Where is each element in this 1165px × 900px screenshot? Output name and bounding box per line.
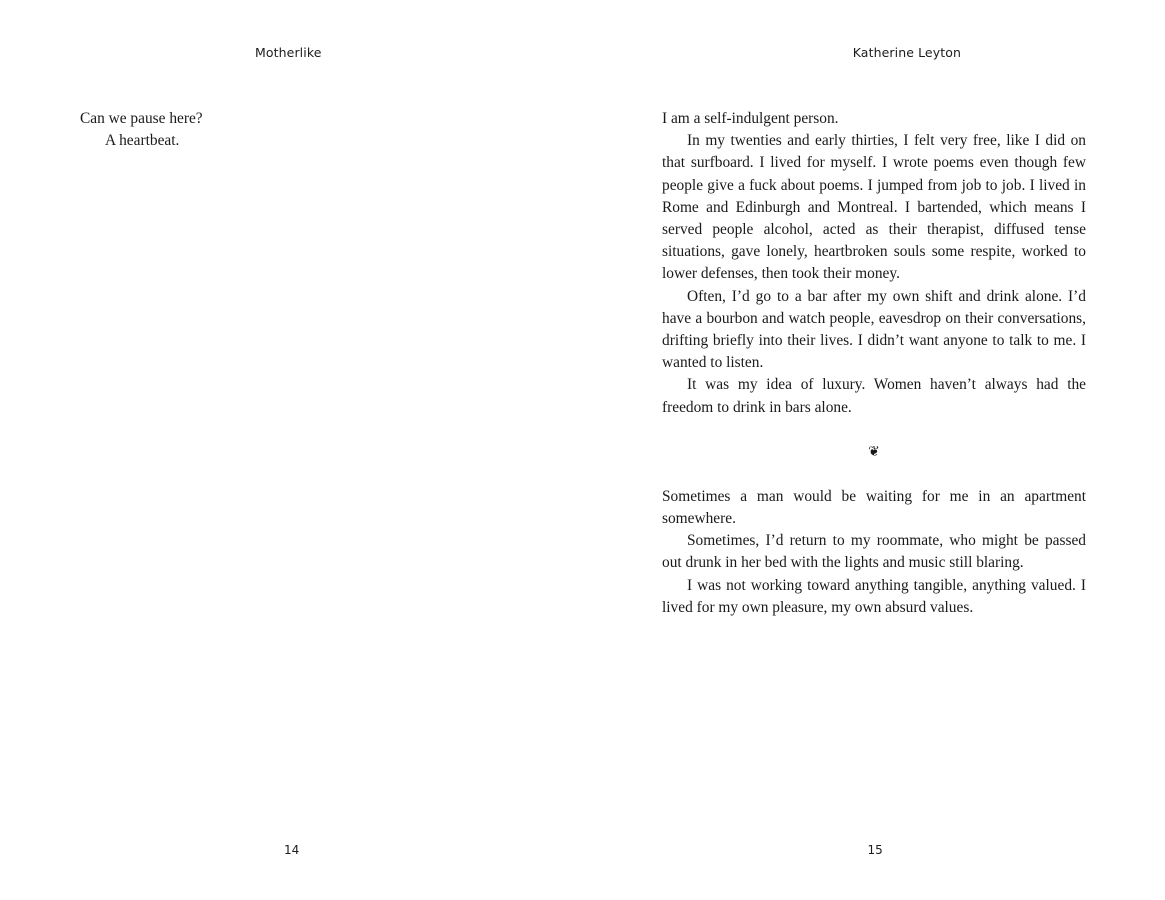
paragraph: It was my idea of luxury. Women haven’t always had the freedom to drink in bars alone. (662, 376, 1086, 416)
paragraph: Often, I’d go to a bar after my own shift and drink alone. I’d have a bourbon and watch people, eavesdrop on their conversations, drifting briefly into their lives. I didn’t want anyone to talk to me. I wanted to listen. (662, 287, 1086, 372)
paragraph: I was not working toward anything tangible, anything valued. I lived for my own pleasure, my own absurd values. (662, 576, 1086, 616)
paragraph: Can we pause here? (80, 110, 203, 127)
running-head-right: Katherine Leyton (852, 45, 961, 60)
section-ornament-icon: ❦ (868, 443, 880, 460)
text-block-right (662, 108, 1086, 619)
paragraph: Sometimes a man would be waiting for me in an apartment somewhere. (662, 487, 1086, 528)
paragraph: Sometimes, I’d return to my roommate, who might be passed out drunk in her bed with the lights and music still blaring. (662, 532, 1086, 572)
page-number-left: 14 (284, 843, 300, 857)
paragraph: A heartbeat. (105, 132, 180, 150)
paragraph: I am a self-indulgent person. (662, 110, 839, 127)
paragraph: In my twenties and early thirties, I felt very free, like I did on that surfboard. I lived for myself. I wrote poems even though few people give a fuck about poems. I jumped from job to job. I lived in Rome and Edinburgh and Montreal. I bartended, which means I served people alcohol, acted as their therapist, diffused tense situations, gave lonely, heartbroken souls some respite, worked to lower defenses, then took their money. (662, 132, 1086, 283)
text-block-left (80, 108, 500, 152)
page-number-right: 15 (867, 843, 883, 857)
page-right (583, 0, 1165, 900)
running-head-left: Motherlike (255, 45, 322, 60)
